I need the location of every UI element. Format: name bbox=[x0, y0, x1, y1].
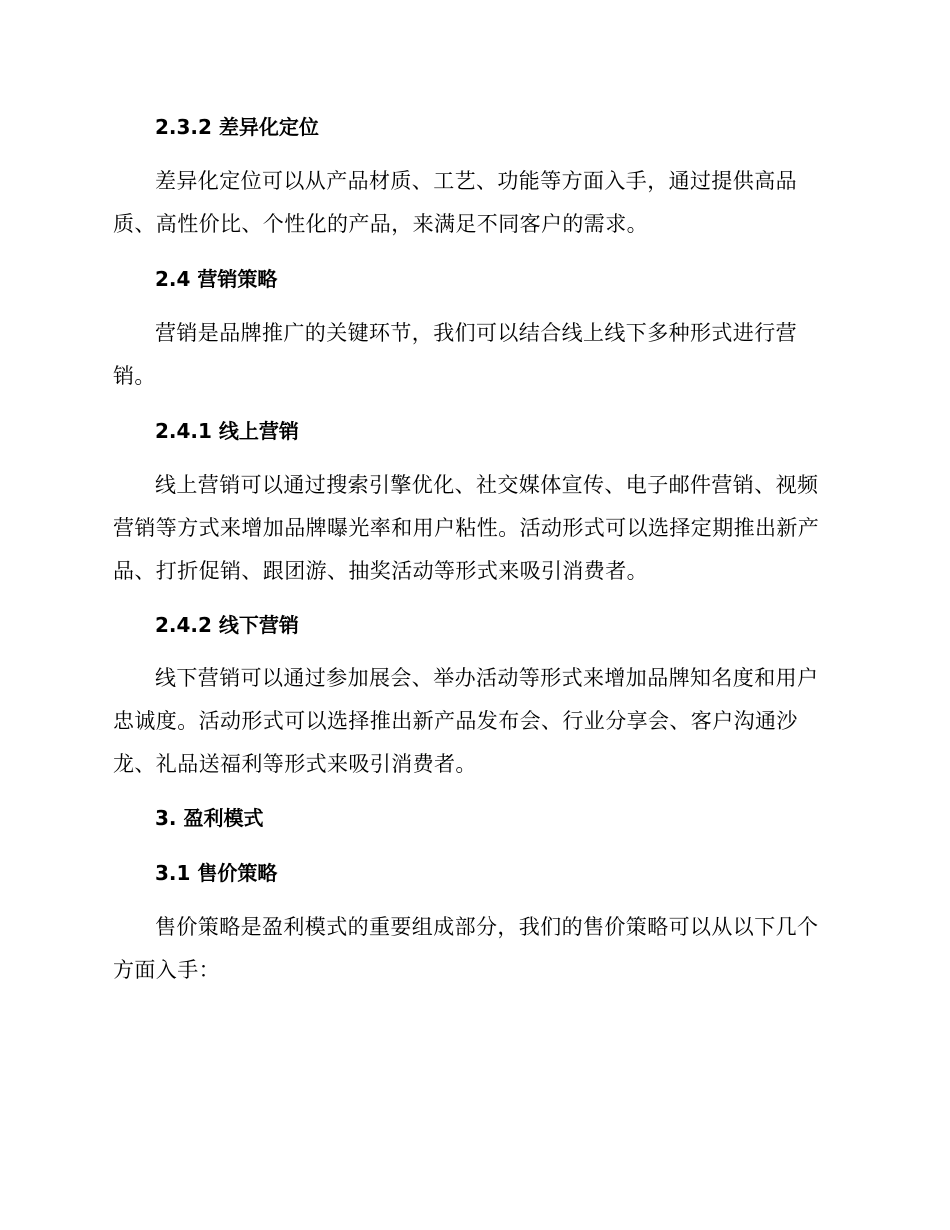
section-heading-2-4: 2.4 营销策略 bbox=[155, 267, 278, 291]
section-heading-2-4-1: 2.4.1 线上营销 bbox=[155, 419, 299, 443]
section-heading-3-1: 3.1 售价策略 bbox=[155, 861, 278, 885]
section-paragraph-3-1: 售价策略是盈利模式的重要组成部分，我们的售价策略可以从以下几个方面入手： bbox=[113, 915, 819, 982]
section-paragraph-2-4: 营销是品牌推广的关键环节，我们可以结合线上线下多种形式进行营销。 bbox=[113, 321, 797, 388]
section-paragraph-2-4-1: 线上营销可以通过搜索引擎优化、社交媒体宣传、电子邮件营销、视频营销等方式来增加品牌曝光率和用户粘性。活动形式可以选择定期推出新产品、打折促销、跟团游、抽奖活动等形式来吸引消费者。 bbox=[113, 473, 820, 583]
section-paragraph-2-4-2: 线下营销可以通过参加展会、举办活动等形式来增加品牌知名度和用户忠诚度。活动形式可以选择推出新产品发布会、行业分享会、客户沟通沙龙、礼品送福利等形式来吸引消费者。 bbox=[113, 666, 819, 776]
section-paragraph-2-3-2: 差异化定位可以从产品材质、工艺、功能等方面入手，通过提供高品质、高性价比、个性化的产品，来满足不同客户的需求。 bbox=[113, 169, 797, 236]
section-heading-2-3-2: 2.3.2 差异化定位 bbox=[155, 115, 319, 139]
section-heading-3: 3. 盈利模式 bbox=[155, 806, 264, 830]
section-heading-2-4-2: 2.4.2 线下营销 bbox=[155, 613, 299, 637]
